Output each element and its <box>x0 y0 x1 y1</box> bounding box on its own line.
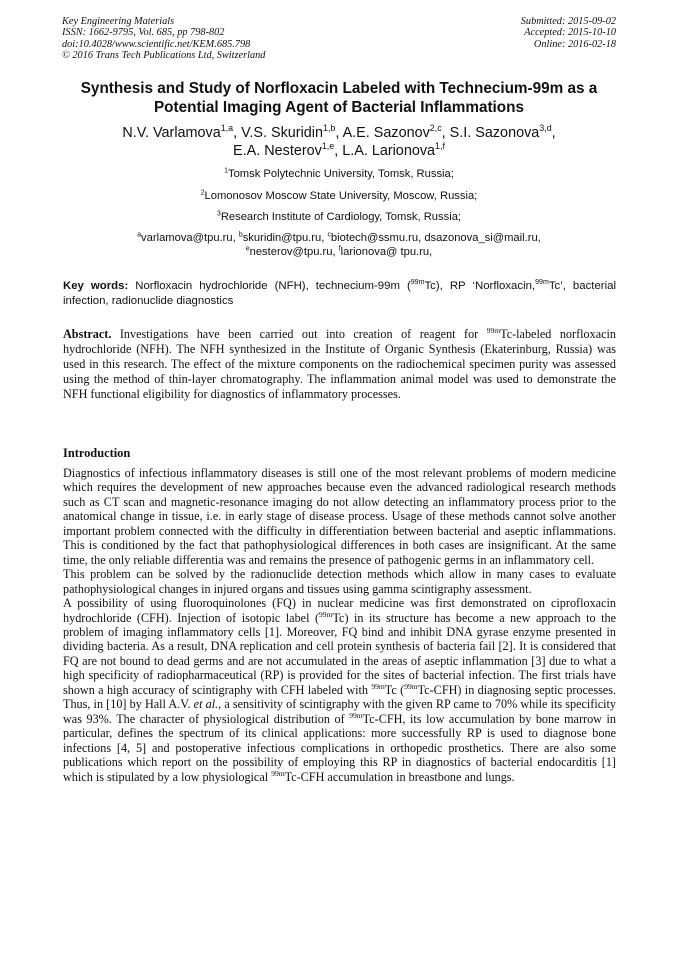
abstract-text: Investigations have been carried out into creation of reagent for <box>111 327 487 341</box>
authors-line-2 <box>40 142 638 160</box>
submitted-date: Submitted: 2015-09-02 <box>520 16 616 27</box>
author-affiliation-mark: 1,b <box>322 123 336 134</box>
author-emails <box>60 232 618 259</box>
keywords-label: Key words: <box>63 280 129 292</box>
author-separator: , <box>441 125 450 141</box>
isotope-mass-number: 99m <box>271 768 285 778</box>
abstract-text: Tc-labeled norfloxacin hydrochloride (NFH). The NFH synthesized in the Institute of Organic Synthesis (Ekaterinburg, Russia) was used in this research. The effect of the mixture components on the radiochemical specimen purity was assessed using the method of thin-layer chromatography. The inflammation animal model was used to demonstrate the NFH functional eligibility for diagnostics of inflammatory processes. <box>63 327 616 402</box>
authors-line-1 <box>40 124 638 142</box>
journal-info <box>62 16 265 62</box>
paragraph-text: Tc-CFH) in diagnosing septic processes. Thus, in [10] by Hall A.V. <box>63 682 617 712</box>
paragraph-text: Tc-CFH, its low accumulation by bone marrow in particular, defines the spectrum of its clinical applications: more successfully RP is used to diagnose bone infections [4, 5] and postoperative infectious complications in orthopedic prosthetics. There are also some publications which report on the possibility of employing this RP in diagnostics of bacterial endocarditis [1] which is stipulated by a low physiological <box>63 711 617 784</box>
affiliation-text: Research Institute of Cardiology, Tomsk, Russia; <box>220 211 462 223</box>
keywords-text: Tc’, bacterial infection, radionuclide diagnostics <box>63 280 616 307</box>
paragraph-text: , a sensitivity of scintigraphy with the given RP came to 70% while its specificity was 93%. The character of physiological distribution of <box>63 697 617 726</box>
title-line-2: Potential Imaging Agent of Bacterial Inflammations <box>153 98 524 116</box>
publication-dates <box>521 16 616 50</box>
journal-name: Key Engineering Materials <box>62 16 175 27</box>
author-separator: , <box>551 125 556 141</box>
paragraph-italic: et al. <box>193 697 219 712</box>
paragraph-text: A possibility of using fluoroquinolones (FQ) in nuclear medicine was first demonstrated on ciprofloxacin hydrochloride (CFH). Injection of isotopic label ( <box>63 596 616 625</box>
affiliation-number: 2 <box>200 189 205 197</box>
paper-title <box>40 80 638 117</box>
email-mark: f <box>338 244 341 252</box>
affiliation-text: Tomsk Polytechnic University, Tomsk, Russia; <box>227 168 454 180</box>
author-affiliation-mark: 1,f <box>435 141 445 152</box>
journal-doi[interactable]: doi:10.4028/www.scientific.net/KEM.685.798 <box>62 38 251 50</box>
affiliation-3 <box>40 211 638 224</box>
isotope-mass-number: 99m <box>404 681 418 691</box>
author-name: N.V. Varlamova <box>122 125 221 141</box>
email-mark: a <box>137 231 142 239</box>
author-name: V.S. Skuridin <box>241 125 323 141</box>
keywords-section <box>63 279 616 309</box>
isotope-mass-number: 99m <box>371 681 385 691</box>
paragraph <box>63 596 616 784</box>
affiliation-text: Lomonosov Moscow State University, Moscow, Russia; <box>204 190 478 202</box>
introduction-body <box>63 466 616 784</box>
isotope-mass-number: 99m <box>349 710 363 720</box>
affiliation-number: 3 <box>216 210 221 218</box>
author-affiliation-mark: 1,e <box>321 141 335 152</box>
keywords-text: Norfloxacin hydrochloride (NFH), technecium-99m ( <box>128 280 411 292</box>
email-mark: b <box>238 231 243 239</box>
title-line-1: Synthesis and Study of Norfloxacin Labeled with Technecium-99m as a <box>80 80 598 97</box>
introduction-heading: Introduction <box>63 446 131 460</box>
author-list <box>40 124 638 160</box>
author-affiliation-mark: 1,a <box>220 123 234 134</box>
paragraph-text: Tc) in its structure has become a new approach to the problem of imaging inflammatory cells [1]. Moreover, FQ bind and inhibit DNA gyrase enzyme presented in dividing bacteria. As a result, DNA replication and cell protein synthesis of bacteria fail [2]. It is considered that FQ are not bound to dead germs and are not accumulated in the areas of aseptic inflammation [3] due to what a high specificity of radiopharmaceutical (RP) is provided for the sites of bacterial infection. The first trials have shown a high accuracy of scintigraphy with CFH labeled with <box>63 610 616 697</box>
journal-copyright: © 2016 Trans Tech Publications Ltd, Switzerland <box>62 50 266 62</box>
author-separator: , <box>335 125 343 141</box>
email-link[interactable]: varlamova@tpu.ru, <box>141 232 239 244</box>
affiliation-number: 1 <box>224 167 228 175</box>
abstract-section <box>63 327 616 402</box>
affiliation-2 <box>40 190 638 203</box>
paragraph: This problem can be solved by the radionuclide detection methods which allow in many cases to evaluate pathophysiological changes in injured organs and tissues using gamma scintigraphy assessment. <box>63 567 616 596</box>
paragraph: Diagnostics of infectious inflammatory diseases is still one of the most relevant problems of modern medicine which requires the development of new approaches because even the advanced radiological research methods such as CT scan and magnetic-resonance imaging do not allow detecting an inflammatory process prior to the anatomical change in tissue, i.e. in early stage of disease process. Usage of these methods cannot solve another important problem connected with the difficulty in differentiation between bacterial and aseptic inflammations. This is conditioned by the fact that pathophysiological differences in both cases are insignificant. At the same time, the only reliable differentia was and remains the presence of pathogenic germs in an inflammatory cell. <box>63 466 616 567</box>
email-mark: e <box>245 244 250 252</box>
affiliation-1 <box>40 168 638 181</box>
email-link[interactable]: nesterov@tpu.ru, <box>249 245 339 258</box>
email-link[interactable]: skuridin@tpu.ru, <box>242 232 328 244</box>
author-name: A.E. Sazonov <box>342 125 430 141</box>
isotope-mass-number: 99m <box>319 609 333 619</box>
author-name: L.A. Larionova <box>342 143 436 159</box>
author-separator: , <box>233 125 242 141</box>
email-link[interactable]: biotech@ssmu.ru, dsazonova_si@mail.ru, <box>330 232 541 244</box>
author-affiliation-mark: 3,d <box>539 123 552 134</box>
online-date: Online: 2016-02-18 <box>533 38 616 50</box>
abstract-label: Abstract. <box>63 327 112 341</box>
author-name: E.A. Nesterov <box>233 143 322 159</box>
isotope-mass-number: 99m <box>410 279 425 287</box>
author-affiliation-mark: 2,c <box>429 123 442 134</box>
author-name: S.I. Sazonova <box>449 125 540 141</box>
accepted-date: Accepted: 2015-10-10 <box>524 27 616 39</box>
isotope-mass-number: 99m <box>486 325 501 335</box>
paragraph-text: Tc-CFH accumulation in breastbone and lungs. <box>284 769 515 784</box>
email-link[interactable]: larionova@ tpu.ru, <box>340 245 433 258</box>
emails-line-1 <box>60 232 618 246</box>
isotope-mass-number: 99m <box>535 279 549 287</box>
journal-issn: ISSN: 1662-9795, Vol. 685, pp 798-802 <box>62 27 225 39</box>
emails-line-2 <box>60 246 618 260</box>
keywords-text: Tc), RP ‘Norfloxacin, <box>424 280 536 292</box>
author-separator: , <box>334 143 343 159</box>
email-mark: c <box>327 231 331 239</box>
paragraph-text: Tc ( <box>384 682 405 697</box>
